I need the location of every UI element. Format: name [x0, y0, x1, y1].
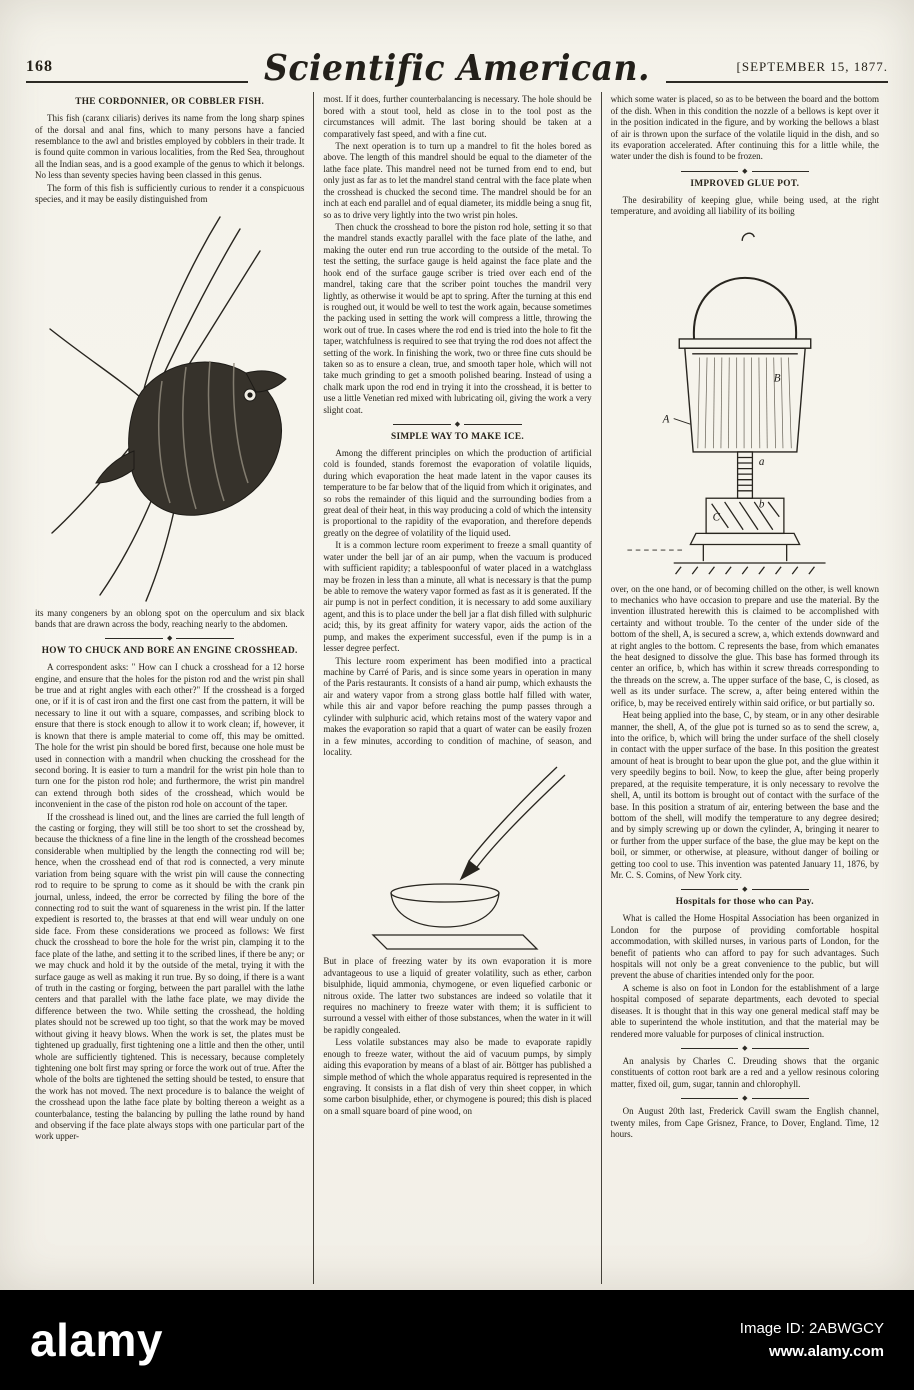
figure-label-b: b	[758, 497, 765, 510]
column-2	[313, 92, 600, 1284]
masthead: Scientific American.	[264, 46, 650, 89]
watermark-meta	[740, 1317, 884, 1364]
paragraph: which some water is placed, so as to be between the board and the bottom of the dish. When in this condition the nozzle of a bellows is kept over it in the position indicated in the figure, and by working the bellows a blast of air is thrown upon the surface of the volatile liquid in the dish, and so its evaporation accelerated. After continuing this for a little while, the water under the dish is found to be frozen.	[610, 94, 879, 162]
column-3	[601, 92, 888, 1284]
page-number: 168	[26, 58, 53, 76]
section-divider-ornament	[681, 1095, 809, 1102]
section-divider-ornament	[105, 635, 234, 642]
paragraph: The desirability of keeping glue, while being used, at the right temperature, and avoiding all liability of its boiling	[610, 194, 879, 217]
column-layout	[26, 92, 888, 1284]
paragraph: A correspondent asks: " How can I chuck a crosshead for a 12 horse engine, and ensure that the holes for the piston rod and the wrist pin shall be true and at right angles with each other?" If the crosshead is a forged one, or if it is of cast iron and the first one cast from the pattern, it will be necessary to line it out with a square, compasses, and scribing block to ensure that there is stock enough to allow it to work clean; if, however, it is known that there is ample material to come off, this may be omitted. The hole for the wrist pin should be bored first, because one hole must be used in connection with a mandril when chucking the crosshead for the second boring. It is easier to turn a mandril for the wrist pin hole than to turn one for the piston rod hole; and furthermore, the wrist pin mandrel can extend through both sides of the crosshead, which would be inconvenient in the case of the piston rod hole on account of the taper.	[35, 662, 305, 810]
ornament-diamond-icon: ◆	[166, 634, 173, 643]
header-right-rule	[666, 58, 888, 83]
section-divider-ornament	[681, 168, 809, 175]
paragraph: If the crosshead is lined out, and the lines are carried the full length of the casting or forging, they will still be too short to set the crosshead by, because the thickness of a fine line in the length of the crosshead becomes considerable when multiplied by the length the connecting rod will be; hence, when the crosshead end of that rod is connected, a very minute variation from being square with the wrist pin will cause the connecting rod to require to be sprung to come as it should be with the crank pin journal, unless, indeed, the error be corrected by filing the bore of the connecting rod to suit the want of squareness in the wrist pin. If the latter expedient is resorted to, the brasses at that end will wear unduly on one side face. From these considerations we proceed as follows: We first chuck the crosshead to bore the hole for the wrist pin, clamping it to the face plate of the lathe, and setting it to the scribed lines, if there be any; or we may chuck and hold it by the outside of the metal, trying it with the surface gauge as well as making it run true. By so doing, if there is a want of truth in the casting or forging, between the part parallel with the lathe centers and that parallel with the lathe face plate, we may divide the difference between the two. While setting the crosshead, the holding plates should not be screwed up too tight, so that the work may be moved without giving it heavy blows. When the work is set, the plates must be tightened up gradually, first tightening one a little and then the other, until whole are sufficiently tightened. This is necessary, because completely tightening one bolt first may spring or force the work out of true. After the whole of the bolts are tightened the setting should be tested, to ensure that the work has not moved. The next procedure is to balance the weight of the crosshead upon the lathe face plate by bolting thereon a weight as a counterbalance, testing the balancing by pulling the lathe round by hand and observing if the face plate always stops with one particular part of the work upper-	[35, 811, 305, 1142]
short-item: An analysis by Charles C. Dreuding shows that the organic constituents of cotton root bark are a red and a yellow resinous coloring matter, fixed oil, gum, sugar, tannin and chlorophyll.	[610, 1055, 879, 1089]
paragraph: But in place of freezing water by its own evaporation it is more advantageous to use a liquid of greater volatility, such as ether, carbon bisulphide, liquid ammonia, chymogene, or even liquefied carbonic or nitrous oxide. The latter two substances are indeed so volatile that it requires no machinery to freeze water with them; it is sufficient to surround a vessel with either of those substances, when the water in it will be rapidly congealed.	[323, 956, 592, 1035]
cobbler-fish-engraving	[35, 211, 304, 603]
paragraph: The form of this fish is sufficiently curious to render it a conspicuous species, and it may be easily distinguished from	[35, 182, 305, 205]
section-divider-ornament	[393, 421, 521, 428]
article-title-hospitals: Hospitals for those who can Pay.	[675, 897, 814, 908]
article-title-crosshead: HOW TO CHUCK AND BORE AN ENGINE CROSSHEAD.	[41, 646, 298, 657]
paragraph: Among the different principles on which the production of artificial cold is founded, stands foremost the evaporation of volatile liquids, during which evaporation the heat made latent in the vapor causes its temperature to be far below that of the liquid from which it originates, and so robs the remainder of this liquid and the surrounding bodies from a great deal of their heat, in this way producing a cold of which the intensity is proportional to the rapidity of the evaporation, and therefore depends greatly on the degree of volatility of the liquid used.	[323, 447, 592, 538]
section-divider-ornament	[681, 886, 809, 893]
ornament-diamond-icon: ◆	[454, 420, 461, 429]
paragraph: Then chuck the crosshead to bore the piston rod hole, setting it so that the mandrel stands exactly parallel with the face plate of the lathe, and making the outer end run true according to the outside of the metal. To test the setting, the surface gauge is held against the face plate and the hook end of the surface gauge scriber is tried over each end of the mandrel, taking care that the scriber point touches the mandril very lightly, as otherwise it would be apt to spring. After the turning at this end is roughed out, it would be well to test the work again, because sometimes the packing used in setting the work will compress a little, throwing the work out of true. In cases where the rod end is tried into the hole to fit the taper, watchfulness is required to see that trying the rod does not affect the setting of the work. In finishing the work, two or three fine cuts should be taken so as to ensure a clean, true, and smooth taper hole, which will not take much grinding to get a smooth polished bearing. Instead of using a chalk mark upon the rod end in trying it into the crosshead, it is better to use a little Venetian red mixed with lubricating oil, giving the work a very slight coat.	[323, 221, 592, 415]
article-title-glue-pot: IMPROVED GLUE POT.	[690, 178, 800, 189]
article-title-ice: SIMPLE WAY TO MAKE ICE.	[390, 432, 525, 443]
glue-pot-illustration	[620, 223, 870, 579]
paragraph: its many congeners by an oblong spot on the operculum and six black bands that are drawn across the body, reaching nearly to the abdomen.	[35, 607, 305, 629]
ornament-diamond-icon: ◆	[742, 1094, 748, 1103]
paragraph: over, on the one hand, or of becoming chilled on the other, is well known to mechanics who have occasion to prepare and use the material. By the invention illustrated herewith this is claimed to be accomplished with certainty and without trouble. To the center of the under side of the bottom of the shell, A, is secured a screw, a, which extends downward and at right angles to the bottom. C represents the base, from which emanates the heat designed to dissolve the glue. This base has formed through its center an orifice, b, which has within it screw threads corresponding to the threads on the screw, a. The upper surface of the base, C, is closed, as well as its under surface. The screw, a, after being entered within the orifice, b, may be received entirely within said orifice, or but partially so.	[610, 583, 879, 708]
header-left-rule	[26, 58, 248, 83]
ornament-diamond-icon: ◆	[742, 166, 748, 175]
short-item: On August 20th last, Frederick Cavill swam the English channel, twenty miles, from Cape Grisnez, France, to Dover, England. Time, 12 hours.	[610, 1106, 879, 1140]
figure-label-C: C	[712, 510, 720, 523]
alamy-logo: alamy	[30, 1314, 163, 1366]
paragraph: most. If it does, further counterbalancing is necessary. The hole should be bored with a stout tool, held as close in to the tool post as the circumstances will admit. The last boring should be taken at a comparatively fast speed, and with a fine cut.	[323, 94, 592, 139]
watermark-bar	[0, 1290, 914, 1390]
paragraph: A scheme is also on foot in London for the establishment of a large hospital composed of separate departments, each devoted to special diseases. It is thought that in this way one general medical staff may be able to superintend the whole institution, and that the material may be rendered more valuable for purposes of clinical instruction.	[610, 982, 879, 1039]
image-id-text: Image ID: 2ABWGCY	[739, 1319, 884, 1337]
page-header	[26, 46, 889, 89]
paragraph: It is a common lecture room experiment to freeze a small quantity of water under the bell jar of an air pump, when the vacuum is produced with sufficient rapidity; a tablespoonful of water placed in a watchglass may be frozen in less than a minute, all what is necessary is that the pump be able to remove the watery vapor formed as fast as it is generated. If the air pump is not in perfect condition, it is necessary to add some auxiliary agent, and this is to place under the bell jar a flat dish filled with sulphuric acid; this, by its great affinity for watery vapor, aids the action of the pump, and makes the experiment successful, even if the pump is in a lesser degree perfect.	[323, 540, 592, 654]
figure-label-B: B	[773, 372, 781, 385]
ornament-diamond-icon: ◆	[742, 1043, 748, 1052]
paragraph: The next operation is to turn up a mandrel to fit the holes bored as above. The length of this mandrel should be equal to the diameter of the lathe face plate. This mandrel need not be turned from end to end, but only just as far as to let the mandrel stand central with the face plate when the crosshead is chucked the second time. The mandrel should be for an inch at each end parallel and of equal diameter, its middle being a snug fit, so as to drive very lightly into the two wrist pin holes.	[323, 141, 592, 220]
paragraph: Less volatile substances may also be made to evaporate rapidly enough to freeze water, without the aid of vacuum pumps, by simply aiding this evaporation by means of a blast of air. Böttger has published a simple method of which the whole apparatus required is represented in the engraving. It consists in a flat dish of very thin sheet copper, in which some carbon bisulphide, ether, or chymogene is poured; this dish is placed on a small square board of pine wood, on	[323, 1037, 592, 1116]
paragraph: This fish (caranx ciliaris) derives its name from the long sharp spines of the dorsal and anal fins, which to many persons have a fancied resemblance to the awl and bristles employed by cobblers in their trade. It is found quite common in various localities, from the Red Sea, throughout all the Indian seas, and is a good example of the genus to which it belongs. No less than seventy species having been classed in this genus.	[35, 113, 305, 181]
figure-label-a: a	[758, 455, 765, 468]
ice-apparatus-engraving	[323, 763, 591, 951]
paragraph: Heat being applied into the base, C, by steam, or in any other desirable manner, the shell, A, of the glue pot is turned so as to send the screw, a, into the orifice, b, which will bring the under surface of the shell closely in contact with the upper surface of the base. In this position the greatest amount of heat is brought to bear upon the glue pot, and the glue within it very speedily begins to boil. Now, to keep the glue, after being properly prepared, at the requisite temperature, it is only necessary to revolve the shell, A, until its bottom is brought out of contact with the surface of the base. In this position a stratum of air, entering between the base and the bottom of the shell, will modify the temperature to any degree desired; and by simply screwing up or down the cylinder, A, bringing it nearer to or further from the upper surface of the base, the glue may be kept on the boil, or simmer, or otherwise, at pleasure, without danger of boiling or getting too cool to use. This invention was patented January 11, 1876, by Mr. C. S. Comins, of New York city.	[610, 710, 879, 881]
section-divider-ornament	[681, 1045, 809, 1052]
issue-date: [SEPTEMBER 15, 1877.	[736, 59, 889, 75]
article-title-cobbler-fish: THE CORDONNIER, OR COBBLER FISH.	[75, 97, 265, 108]
glue-pot-engraving	[611, 223, 879, 579]
ornament-diamond-icon: ◆	[742, 885, 748, 894]
paragraph: This lecture room experiment has been modified into a practical machine by Carré of Paris, and is since some years in operation in many of the Paris restaurants. It consists of a hand air pump, which exhausts the air and watery vapor from a strong glass bottle half filled with water, while this air and vapor before reaching the pump passes through a cylinder with sulphuric acid, which retains most of the watery vapor and makes the evaporation so rapid that a quart of water can be easily frozen in a few minutes, according to condition of machine, of season, and locality.	[323, 655, 592, 757]
ice-apparatus-illustration	[337, 763, 577, 951]
paragraph: What is called the Home Hospital Association has been organized in London for the purpose of providing comfortable hospital accommodation, with skilled nurses, in various parts of London, for the benefit of patients who can afford to pay for such advantages. Such hospitals will not only be a great convenience to the public, but will prevent the abuse of charities intended only for the poor.	[610, 913, 879, 981]
fish-illustration	[36, 211, 304, 603]
figure-label-A: A	[662, 412, 670, 425]
alamy-url-text: www.alamy.com	[768, 1343, 884, 1360]
column-1	[26, 92, 313, 1284]
